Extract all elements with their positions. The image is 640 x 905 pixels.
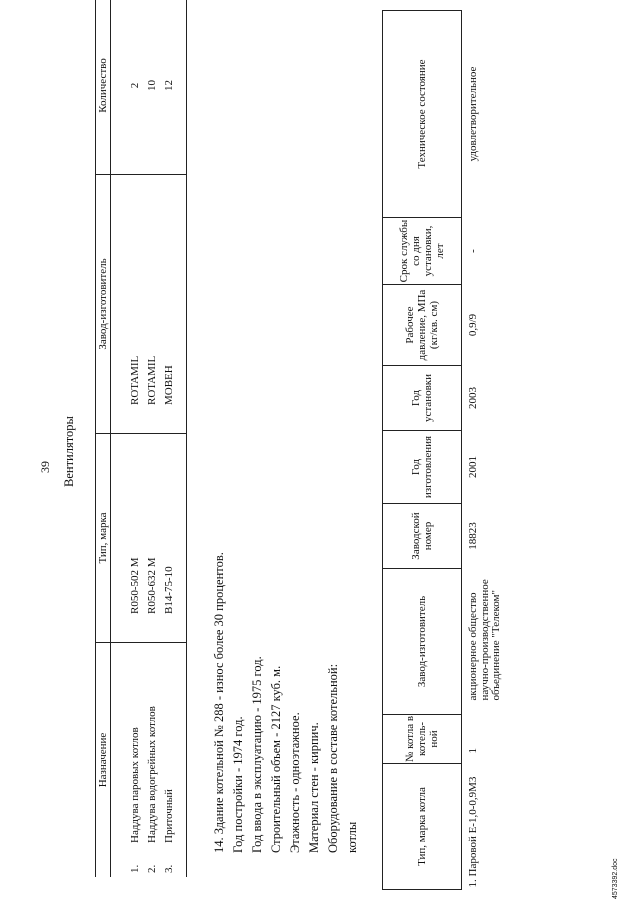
header-pressure: Рабочее давление, МПа (кг/кв. см) (383, 285, 462, 366)
header-type: Тип, марка (96, 434, 111, 643)
table-row: 3. Приточный B14-75-10 MOBEH 12 (163, 0, 187, 877)
info-line: Год постройки - 1974 год. (231, 716, 245, 853)
file-label: 4573392.doc (612, 858, 619, 899)
info-line: 14. Здание котельной № 288 - износ более 30 процентов. (212, 552, 226, 853)
header-serial: Заводской номер (383, 504, 462, 569)
header-qty: Количество (96, 0, 111, 175)
building-info (210, 253, 362, 853)
info-line: котлы (345, 821, 359, 853)
header-service-life: Срок службы со дня установки, лет (383, 218, 462, 285)
header-year-installed: Год установки (383, 366, 462, 431)
info-line: Строительный объем - 2127 куб. м. (269, 665, 283, 853)
table-row: 2. Наддува водогрейных котлов R050-632 M ROTAMIL 10 (141, 0, 163, 877)
page-number: 39 (38, 461, 52, 473)
table-row: 1. Паровой Е-1,0-0,9М3 1 акционерное общество научно-производственное объединение "Телеком" 18823 2001 2003 0,9/9 - удовлетворительное (467, 66, 502, 888)
info-line: Материал стен - кирпич. (307, 722, 321, 853)
header-boiler-maker: Завод-изготовитель (383, 569, 462, 715)
header-boiler-num: № котла в котель-ной (383, 715, 462, 764)
fans-title: Вентиляторы (62, 416, 76, 487)
header-year-made: Год изготовления (383, 431, 462, 504)
boilers-table (382, 10, 503, 890)
info-line: Год ввода в эксплуатацию - 1975 год. (250, 656, 264, 853)
info-line: Оборудование в составе котельной: (326, 663, 340, 853)
header-purpose: Назначение (96, 643, 111, 878)
header-maker: Завод-изготовитель (96, 175, 111, 434)
info-line: Этажность - одноэтажное. (288, 712, 302, 853)
fans-table (95, 0, 187, 877)
header-condition: Техническое состояние (383, 11, 462, 218)
header-boiler-type: Тип, марка котла (383, 764, 462, 890)
table-row: 1. Наддува паровых котлов R050-502 M ROTAMIL 2 (111, 0, 141, 877)
